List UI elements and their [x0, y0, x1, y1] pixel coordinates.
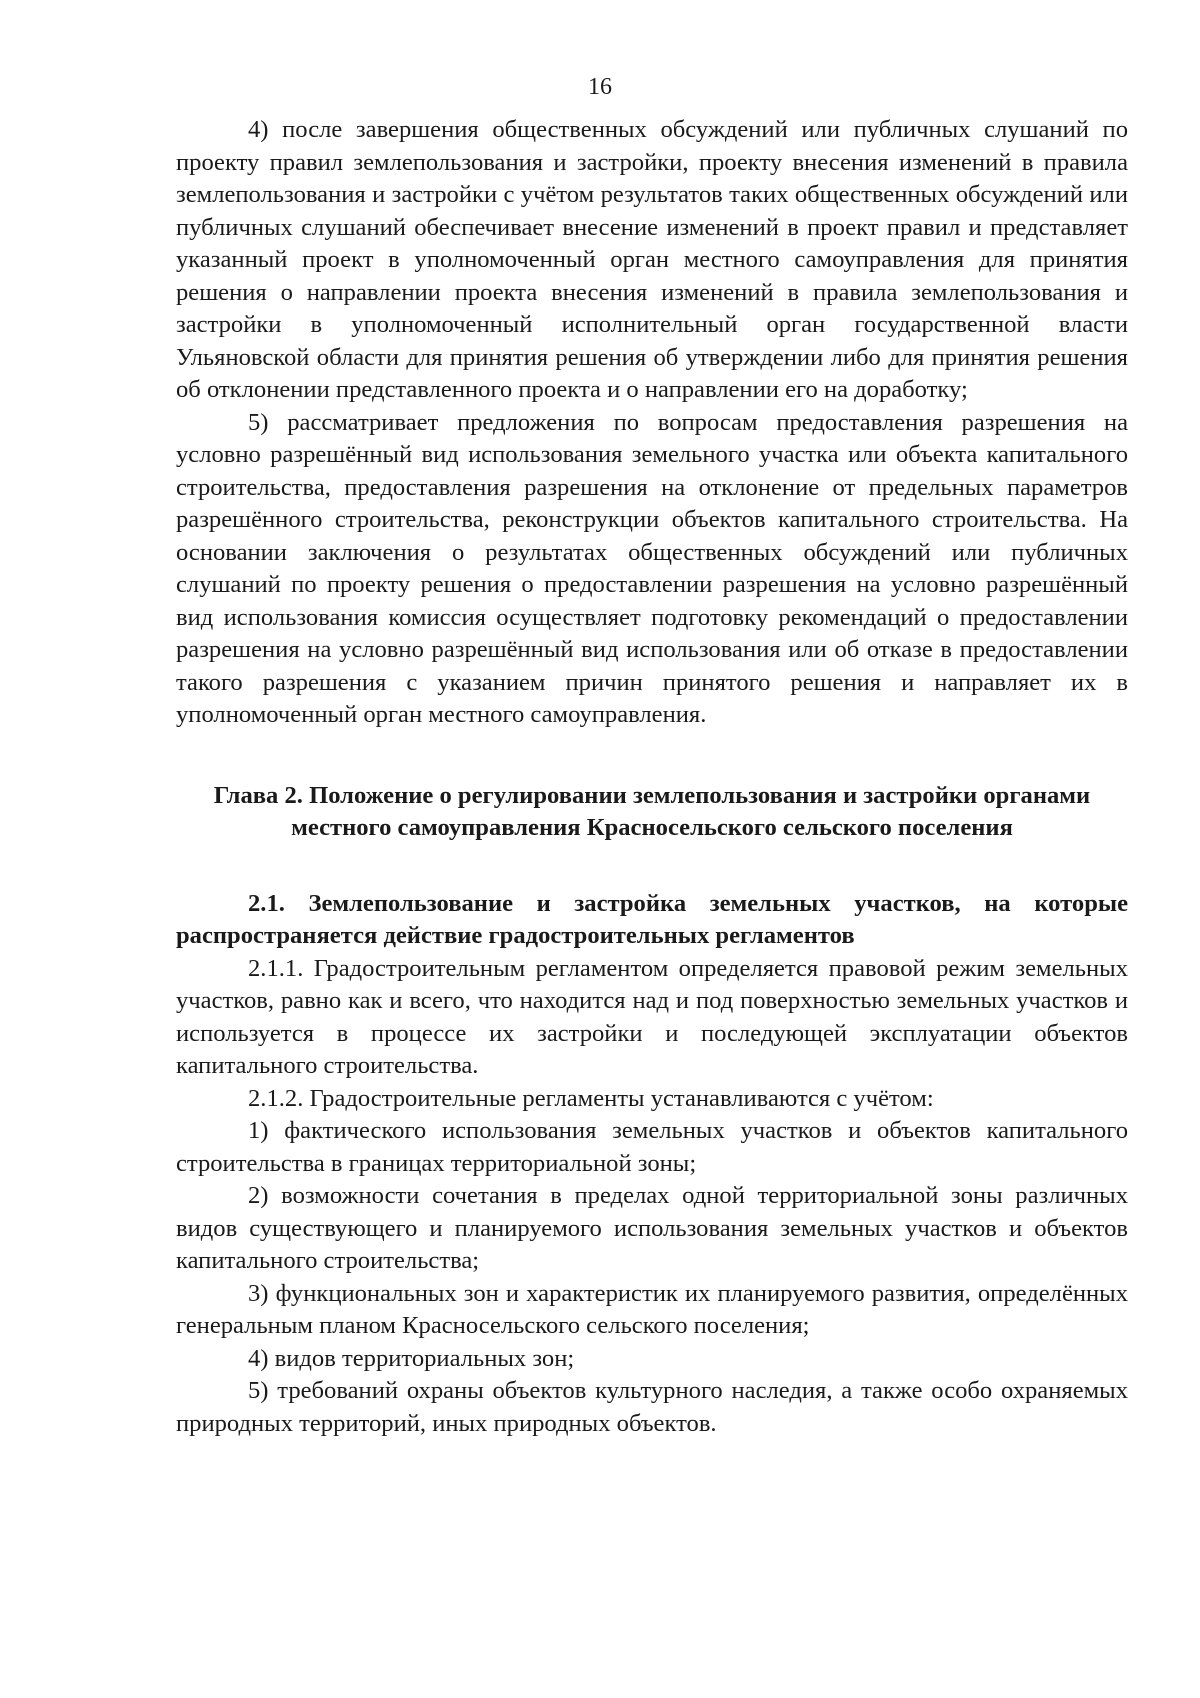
- paragraph-item-5: 5) рассматривает предложения по вопросам предоставления разрешения на условно разрешённый вид использования земельного участка или объекта капитального строительства, предоставления разрешения на отклонение от предельных параметров разрешённого строительства, реконструкции объектов капитального строительства. На основании заключения о результатах общественных обсуждений или публичных слушаний по проекту решения о предоставлении разрешения на условно разрешённый вид использования комиссия осуществляет подготовку рекомендаций о предоставлении разрешения на условно разрешённый вид использования или об отказе в предоставлении такого разрешения с указанием причин принятого решения и направляет их в уполномоченный орган местного самоуправления.: [176, 408, 1128, 728]
- list-item-5: 5) требований охраны объектов культурного наследия, а также особо охраняемых природных территорий, иных природных объектов.: [176, 1377, 1128, 1437]
- paragraph-clause-2-1-2: 2.1.2. Градостроительные регламенты устанавливаются с учётом:: [248, 1084, 934, 1112]
- document-body: [176, 114, 1128, 1440]
- list-item-1: 1) фактического использования земельных участков и объектов капитального строительства в границах территориальной зоны;: [176, 1117, 1128, 1177]
- list-item-4: 4) видов территориальных зон;: [248, 1344, 575, 1372]
- list-item-2: 2) возможности сочетания в пределах одной территориальной зоны различных видов существующего и планируемого использования земельных участков и объектов капитального строительства;: [176, 1182, 1128, 1274]
- section-heading: 2.1. Землепользование и застройка земельных участков, на которые распространяется действие градостроительных регламентов: [176, 889, 1128, 949]
- page-number: 16: [588, 74, 612, 100]
- paragraph-item-4: 4) после завершения общественных обсуждений или публичных слушаний по проекту правил землепользования и застройки, проекту внесения изменений в правила землепользования и застройки с учётом результатов таких общественных обсуждений или публичных слушаний обеспечивает внесение изменений в проект правил и представляет указанный проект в уполномоченный орган местного самоуправления для принятия решения о направлении проекта внесения изменений в правила землепользования и застройки в уполномоченный исполнительный орган государственной власти Ульяновской области для принятия решения об утверждении либо для принятия решения об отклонении представленного проекта и о направлении его на доработку;: [176, 116, 1128, 403]
- list-item-3: 3) функциональных зон и характеристик их планируемого развития, определённых генеральным планом Красносельского сельского поселения;: [176, 1279, 1128, 1339]
- paragraph-clause-2-1-1: 2.1.1. Градостроительным регламентом определяется правовой режим земельных участков, равно как и всего, что находится над и под поверхностью земельных участков и используется в процессе их застройки и последующей эксплуатации объектов капитального строительства.: [176, 954, 1128, 1079]
- chapter-heading: Глава 2. Положение о регулировании землепользования и застройки органами местного самоуправления Красносельского сельского поселения: [213, 781, 1091, 841]
